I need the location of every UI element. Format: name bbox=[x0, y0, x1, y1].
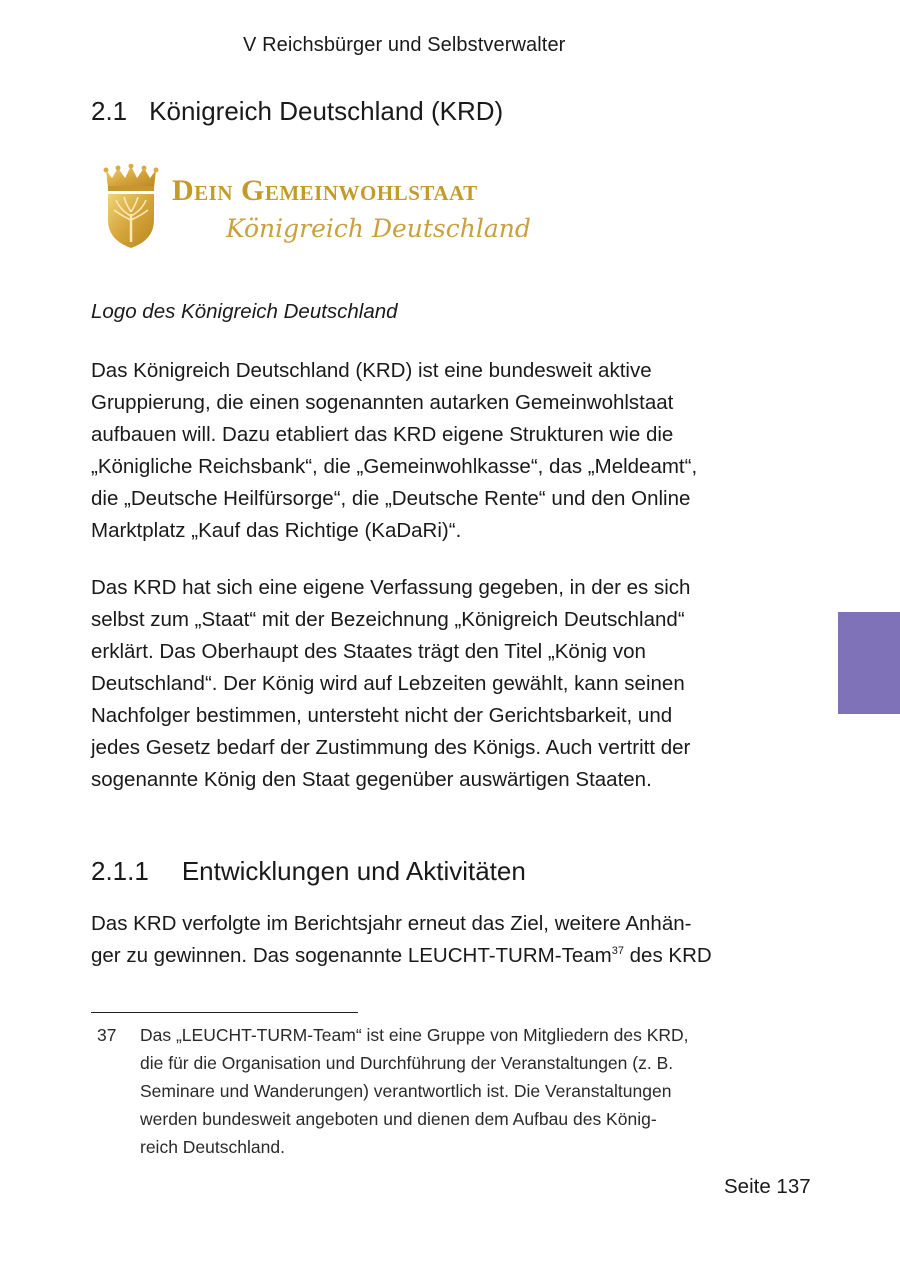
section-heading bbox=[91, 96, 503, 127]
footnote-text bbox=[140, 1021, 689, 1161]
running-header: V Reichsbürger und Selbstverwalter bbox=[243, 34, 566, 56]
paragraph-line: Marktplatz „Kauf das Richtige (KaDaRi)“. bbox=[91, 519, 462, 542]
footnote-number: 37 bbox=[97, 1025, 117, 1045]
krd-logo bbox=[100, 160, 550, 260]
paragraph-line: Das Königreich Deutschland (KRD) ist eine bundesweit aktive bbox=[91, 359, 652, 382]
paragraph-line: aufbauen will. Dazu etabliert das KRD eigene Strukturen wie die bbox=[91, 423, 674, 446]
paragraph-line: selbst zum „Staat“ mit der Bezeichnung „Königreich Deutschland“ bbox=[91, 608, 685, 631]
paragraph-line: jedes Gesetz bedarf der Zustimmung des Königs. Auch vertritt der bbox=[91, 736, 691, 759]
footnote-line: reich Deutschland. bbox=[140, 1137, 285, 1157]
section-number: 2.1 bbox=[91, 96, 128, 126]
page-number: Seite 137 bbox=[724, 1175, 811, 1198]
crown-shield-emblem-icon bbox=[100, 164, 162, 250]
paragraph-line: Nachfolger bestimmen, untersteht nicht der Gerichtsbarkeit, und bbox=[91, 704, 673, 727]
paragraph-line: Deutschland“. Der König wird auf Lebzeiten gewählt, kann seinen bbox=[91, 672, 685, 695]
paragraph-line: Gruppierung, die einen sogenannten autarken Gemeinwohlstaat bbox=[91, 391, 674, 414]
footnote-divider bbox=[91, 1012, 358, 1013]
paragraph-1 bbox=[91, 355, 751, 547]
footnote-line: Das „LEUCHT-TURM-Team“ ist eine Gruppe von Mitgliedern des KRD, bbox=[140, 1025, 689, 1045]
footnote-line: die für die Organisation und Durchführung der Veranstaltungen (z. B. bbox=[140, 1053, 674, 1073]
subsection-heading bbox=[91, 856, 526, 887]
paragraph-line: Das KRD hat sich eine eigene Verfassung gegeben, in der es sich bbox=[91, 576, 691, 599]
paragraph-line: „Königliche Reichsbank“, die „Gemeinwohlkasse“, das „Meldeamt“, bbox=[91, 455, 698, 478]
paragraph-line: sogenannte König den Staat gegenüber auswärtigen Staaten. bbox=[91, 768, 652, 791]
logo-subtitle: Königreich Deutschland bbox=[226, 214, 531, 243]
paragraph-line: Das KRD verfolgte im Berichtsjahr erneut das Ziel, weitere Anhän- bbox=[91, 912, 692, 935]
paragraph-line bbox=[91, 940, 751, 972]
subsection-title: Entwicklungen und Aktivitäten bbox=[181, 856, 526, 886]
subsection-number: 2.1.1 bbox=[91, 856, 149, 886]
paragraph-line: die „Deutsche Heilfürsorge“, die „Deutsche Rente“ und den Online bbox=[91, 487, 691, 510]
paragraph-3 bbox=[91, 908, 751, 972]
footnote-reference[interactable]: 37 bbox=[611, 945, 624, 957]
footnote-line: Seminare und Wanderungen) verantwortlich ist. Die Veranstaltungen bbox=[140, 1081, 672, 1101]
paragraph-text: des KRD bbox=[623, 944, 712, 967]
section-title: Königreich Deutschland (KRD) bbox=[149, 96, 504, 126]
paragraph-2 bbox=[91, 572, 751, 796]
footnote-line: werden bundesweit angeboten und dienen dem Aufbau des König- bbox=[140, 1109, 657, 1129]
paragraph-text: ger zu gewinnen. Das sogenannte LEUCHT-TURM-Team bbox=[91, 944, 612, 967]
chapter-tab-marker bbox=[838, 612, 900, 714]
logo-wordmark: Dein Gemeinwohlstaat bbox=[172, 174, 478, 207]
paragraph-line: erklärt. Das Oberhaupt des Staates trägt den Titel „König von bbox=[91, 640, 646, 663]
figure-caption: Logo des Königreich Deutschland bbox=[91, 300, 398, 323]
